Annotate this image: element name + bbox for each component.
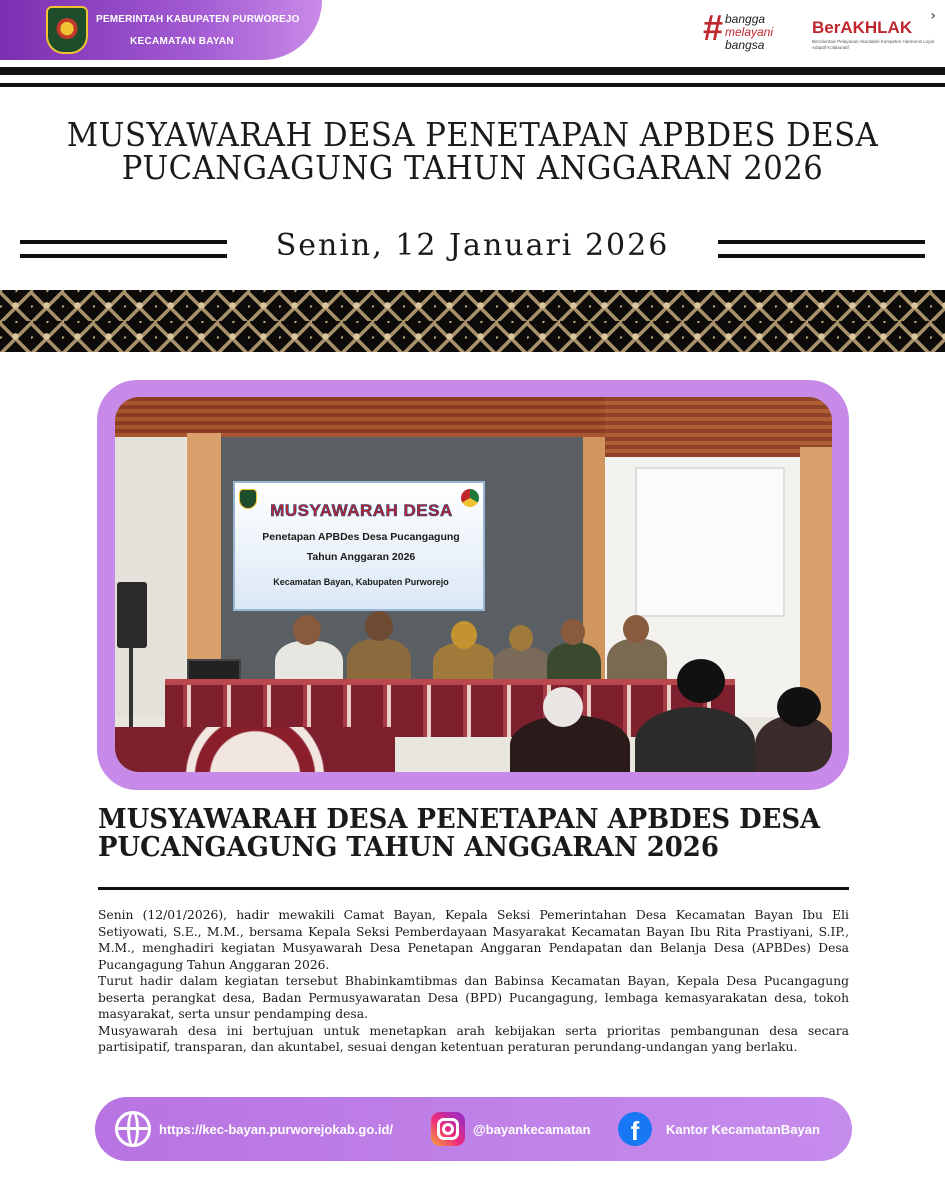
article-title-line1: MUSYAWARAH DESA PENETAPAN APBDES DESA [98, 804, 821, 835]
banner-location: Kecamatan Bayan, Kabupaten Purworejo [273, 577, 449, 587]
event-photo [115, 397, 832, 772]
footer-contact-bar [95, 1097, 852, 1161]
website-link[interactable] [115, 1097, 393, 1161]
government-name: PEMERINTAH KABUPATEN PURWOREJO [96, 14, 300, 25]
regency-crest-icon [239, 489, 257, 509]
page-title [52, 115, 894, 187]
bangga-line3: bangsa [725, 38, 765, 52]
bangga-melayani-logo [703, 7, 793, 52]
article-title-line2: PUCANGAGUNG TAHUN ANGGARAN 2026 [98, 832, 719, 863]
batik-pattern-band [0, 290, 945, 352]
event-banner [233, 481, 485, 611]
header [0, 0, 945, 64]
facebook-page[interactable]: Kantor KecamatanBayan [666, 1121, 820, 1137]
speaker [117, 582, 147, 648]
berakhlak-logo [812, 8, 940, 58]
page-title-line2: PUCANGAGUNG TAHUN ANGGARAN 2026 [121, 148, 824, 187]
banner-subtitle: Penetapan APBDes Desa Pucangagung [262, 531, 460, 543]
date-rule-left-top [20, 240, 227, 244]
website-url[interactable]: https://kec-bayan.purworejokab.go.id/ [159, 1121, 394, 1137]
date-rule-right-bottom [718, 254, 925, 258]
banner-year: Tahun Anggaran 2026 [306, 551, 416, 563]
top-rule-thin [0, 83, 945, 87]
date-rule-right-top [718, 240, 925, 244]
top-rule-thick [0, 67, 945, 75]
chevron-right-icon: › [930, 8, 936, 24]
facebook-link[interactable] [618, 1097, 820, 1161]
berakhlak-tagline: Berorientasi Pelayanan Akuntabel Kompeten Harmonis Loyal Adaptif Kolaboratif [812, 39, 934, 50]
instagram-icon [431, 1112, 465, 1146]
article-paragraph: Senin (12/01/2026), hadir mewakili Camat Bayan, Kepala Seksi Pemerintahan Desa Kecamatan Bayan Ibu Eli Setiyowati, S.E., M.M., bersama Kepala Seksi Pemberdayaan Masyarakat Kecamatan Bayan Ibu Rita Prastiyani, S.IP., M.M., menghadiri kegiatan Musyawarah Desa Penetapan Anggaran Pendapatan dan Belanja Desa (APBDes) Desa Pucangagung Tahun Anggaran 2026. [98, 908, 849, 972]
event-date: Senin, 12 Januari 2026 [275, 228, 670, 263]
article-divider [98, 887, 849, 890]
globe-icon [115, 1111, 151, 1147]
instagram-handle[interactable]: @bayankecamatan [473, 1121, 591, 1137]
regency-crest-icon [46, 6, 88, 54]
date-rule-left-bottom [20, 254, 227, 258]
berakhlak-wordmark: BerAKHLAK [812, 18, 913, 37]
article-paragraph: Turut hadir dalam kegiatan tersebut Bhabinkamtibmas dan Babinsa Kecamatan Bayan, Kepala Desa Pucangagung beserta perangkat desa, Badan Permusyawaratan Desa (BPD) Pucangagung, lembaga kemasyarakatan desa, tokoh masyarakat, serta unsur pendamping desa. [98, 974, 849, 1021]
hashtag-icon: # [703, 7, 724, 48]
page-title-line1: MUSYAWARAH DESA PENETAPAN APBDES DESA [66, 115, 879, 154]
facebook-icon: f [618, 1112, 652, 1146]
audience-member [635, 707, 755, 772]
banner-title: MUSYAWARAH DESA [270, 501, 453, 520]
instagram-link[interactable] [431, 1097, 590, 1161]
article-body [98, 907, 849, 1056]
government-badge [0, 0, 322, 60]
district-name: KECAMATAN BAYAN [130, 36, 234, 47]
bangga-line1: bangga [725, 12, 766, 26]
article-title [98, 806, 828, 862]
article-paragraph: Musyawarah desa ini bertujuan untuk menetapkan arah kebijakan serta prioritas pembangunan desa secara partisipatif, transparan, dan akuntabel, sesuai dengan ketentuan peraturan perundang-undangan yang berlaku. [98, 1023, 849, 1054]
bangga-line2: melayani [725, 25, 774, 39]
